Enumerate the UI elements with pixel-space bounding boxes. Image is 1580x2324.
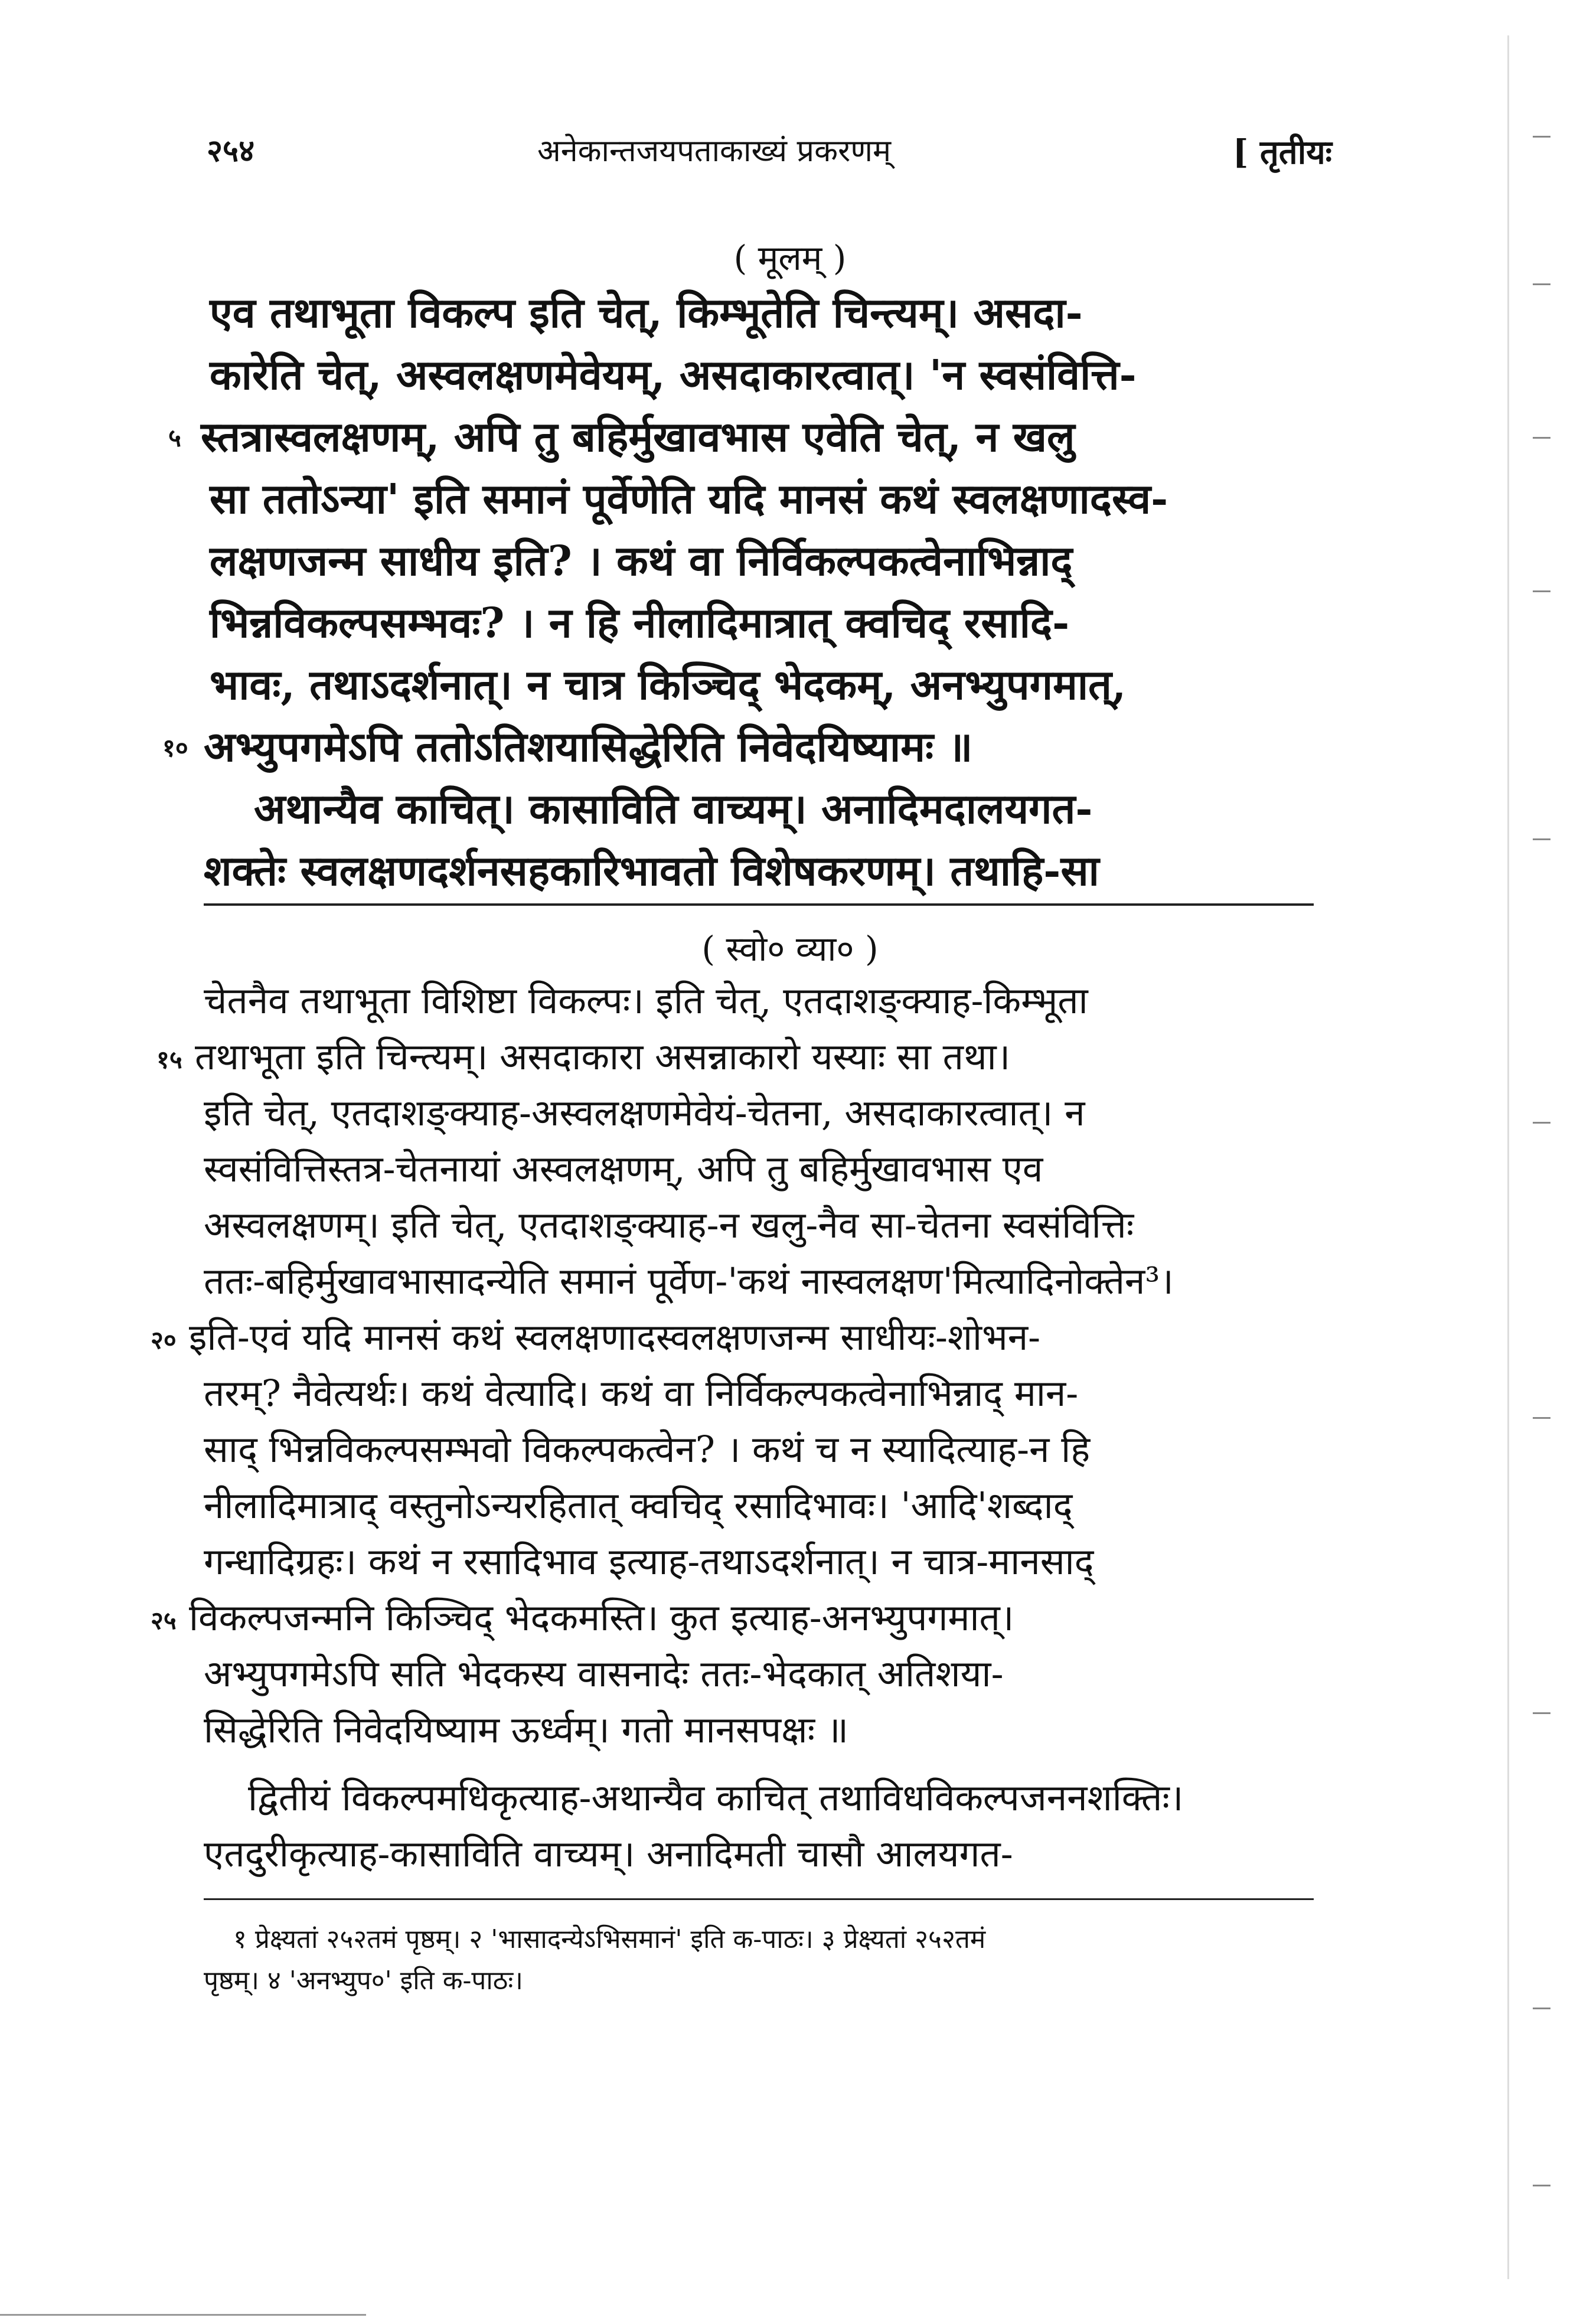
page-edge-shadow bbox=[1507, 35, 1509, 2279]
commentary-line: इति चेत्, एतदाशङ्क्याह-अस्वलक्षणमेवेयं-चेतना, असदाकारत्वात्। न bbox=[204, 1091, 1085, 1134]
mula-line: भिन्नविकल्पसम्भवः? । न हि नीलादिमात्रात् क्वचिद् रसादि- bbox=[210, 598, 1070, 647]
margin-mark bbox=[1533, 590, 1550, 592]
margin-mark bbox=[1533, 437, 1550, 439]
commentary-line: अभ्युपगमेऽपि सति भेदकस्य वासनादेः ततः-भेदकात् अतिशया- bbox=[204, 1652, 1004, 1695]
commentary-line: चेतनैव तथाभूता विशिष्टा विकल्पः। इति चेत्, एतदाशङ्क्याह-किम्भूता bbox=[204, 979, 1088, 1022]
section-divider bbox=[204, 903, 1314, 906]
line-number: २५ bbox=[151, 1606, 177, 1635]
margin-mark bbox=[1533, 136, 1550, 138]
footnote-divider bbox=[204, 1898, 1314, 1900]
mula-line: स्तत्रास्वलक्षणम्, अपि तु बहिर्मुखावभास एवेति चेत्, न खलु bbox=[201, 412, 1075, 461]
running-title: अनेकान्तजयपताकाख्यं प्रकरणम् bbox=[537, 133, 892, 169]
commentary-line: एतदुरीकृत्याह-कासाविति वाच्यम्। अनादिमती चासौ आलयगत- bbox=[204, 1832, 1013, 1875]
margin-mark bbox=[1533, 1417, 1550, 1419]
commentary-line: सिद्धेरिति निवेदयिष्याम ऊर्ध्वम्। गतो मानसपक्षः ॥ bbox=[204, 1708, 848, 1751]
commentary-line: तरम्? नैवेत्यर्थः। कथं वेत्यादि। कथं वा निर्विकल्पकत्वेनाभिन्नाद् मान- bbox=[204, 1372, 1079, 1415]
commentary-line: इति-एवं यदि मानसं कथं स्वलक्षणादस्वलक्षणजन्म साधीयः-शोभन- bbox=[189, 1316, 1041, 1359]
mula-line: शक्तेः स्वलक्षणदर्शनसहकारिभावतो विशेषकरणम्। तथाहि-सा bbox=[204, 846, 1099, 895]
commentary-line: विकल्पजन्मनि किञ्चिद् भेदकमस्ति। कुत इत्याह-अनभ्युपगमात्। bbox=[189, 1596, 1014, 1639]
scan-bottom-edge bbox=[0, 2314, 366, 2316]
commentary-line: द्वितीयं विकल्पमधिकृत्याह-अथान्यैव काचित् तथाविधविकल्पजननशक्तिः। bbox=[248, 1776, 1184, 1819]
footnote-line: पृष्ठम्। ४ 'अनभ्युप०' इति क-पाठः। bbox=[204, 1966, 523, 1996]
mula-line: अथान्यैव काचित्। कासाविति वाच्यम्। अनादिमदालयगत- bbox=[254, 784, 1093, 833]
commentary-line: नीलादिमात्राद् वस्तुनोऽन्यरहितात् क्वचिद् रसादिभावः। 'आदि'शब्दाद् bbox=[204, 1484, 1073, 1527]
line-number: ५ bbox=[168, 423, 181, 452]
mula-line: भावः, तथाऽदर्शनात्। न चात्र किञ्चिद् भेदकम्, अनभ्युपगमात्, bbox=[210, 660, 1127, 709]
mula-line: अभ्युपगमेऽपि ततोऽतिशयासिद्धेरिति निवेदयिष्यामः ॥ bbox=[204, 722, 973, 771]
commentary-line: गन्धादिग्रहः। कथं न रसादिभाव इत्याह-तथाऽदर्शनात्। न चात्र-मानसाद् bbox=[204, 1540, 1094, 1583]
margin-mark bbox=[1533, 283, 1550, 285]
mula-line: लक्षणजन्म साधीय इति? । कथं वा निर्विकल्पकत्वेनाभिन्नाद् bbox=[210, 536, 1073, 585]
commentary-line: स्वसंवित्तिस्तत्र-चेतनायां अस्वलक्षणम्, अपि तु बहिर्मुखावभास एव bbox=[204, 1147, 1043, 1190]
page-number: २५४ bbox=[207, 133, 255, 169]
footnote-line: १ प्रेक्ष्यतां २५२तमं पृष्ठम्। २ 'भासादन्येऽभिसमानं' इति क-पाठः। ३ प्रेक्ष्यतां २५२तमं bbox=[233, 1924, 986, 1954]
running-header bbox=[207, 129, 1332, 182]
margin-mark bbox=[1533, 2185, 1550, 2186]
line-number: २० bbox=[151, 1326, 177, 1354]
mula-line: एव तथाभूता विकल्प इति चेत्, किम्भूतेति चिन्त्यम्। असदा- bbox=[210, 288, 1083, 337]
line-number: १५ bbox=[156, 1045, 182, 1074]
mula-line: कारेति चेत्, अस्वलक्षणमेवेयम्, असदाकारत्वात्। 'न स्वसंवित्ति- bbox=[210, 350, 1137, 399]
commentary-line: अस्वलक्षणम्। इति चेत्, एतदाशङ्क्याह-न खलु-नैव सा-चेतना स्वसंवित्तिः bbox=[204, 1203, 1134, 1246]
commentary-line: तथाभूता इति चिन्त्यम्। असदाकारा असन्नाकारो यस्याः सा तथा। bbox=[195, 1035, 1011, 1078]
margin-mark bbox=[1533, 838, 1550, 840]
margin-mark bbox=[1533, 1712, 1550, 1714]
margin-mark bbox=[1533, 1122, 1550, 1124]
commentary-heading: ( स्वो० व्या० ) bbox=[701, 929, 879, 969]
commentary-line: साद् भिन्नविकल्पसम्भवो विकल्पकत्वेन? । कथं च न स्यादित्याह-न हि bbox=[204, 1428, 1091, 1471]
section-label: [ तृतीयः bbox=[1232, 133, 1332, 172]
line-number: १० bbox=[162, 733, 188, 762]
margin-mark bbox=[1533, 2008, 1550, 2009]
mula-line: सा ततोऽन्या' इति समानं पूर्वेणेति यदि मानसं कथं स्वलक्षणादस्व- bbox=[210, 474, 1168, 523]
commentary-line: ततः-बहिर्मुखावभासादन्येति समानं पूर्वेण-'कथं नास्वलक्षण'मित्यादिनोक्तेन³। bbox=[204, 1259, 1174, 1303]
mula-heading: ( मूलम् ) bbox=[733, 238, 847, 278]
